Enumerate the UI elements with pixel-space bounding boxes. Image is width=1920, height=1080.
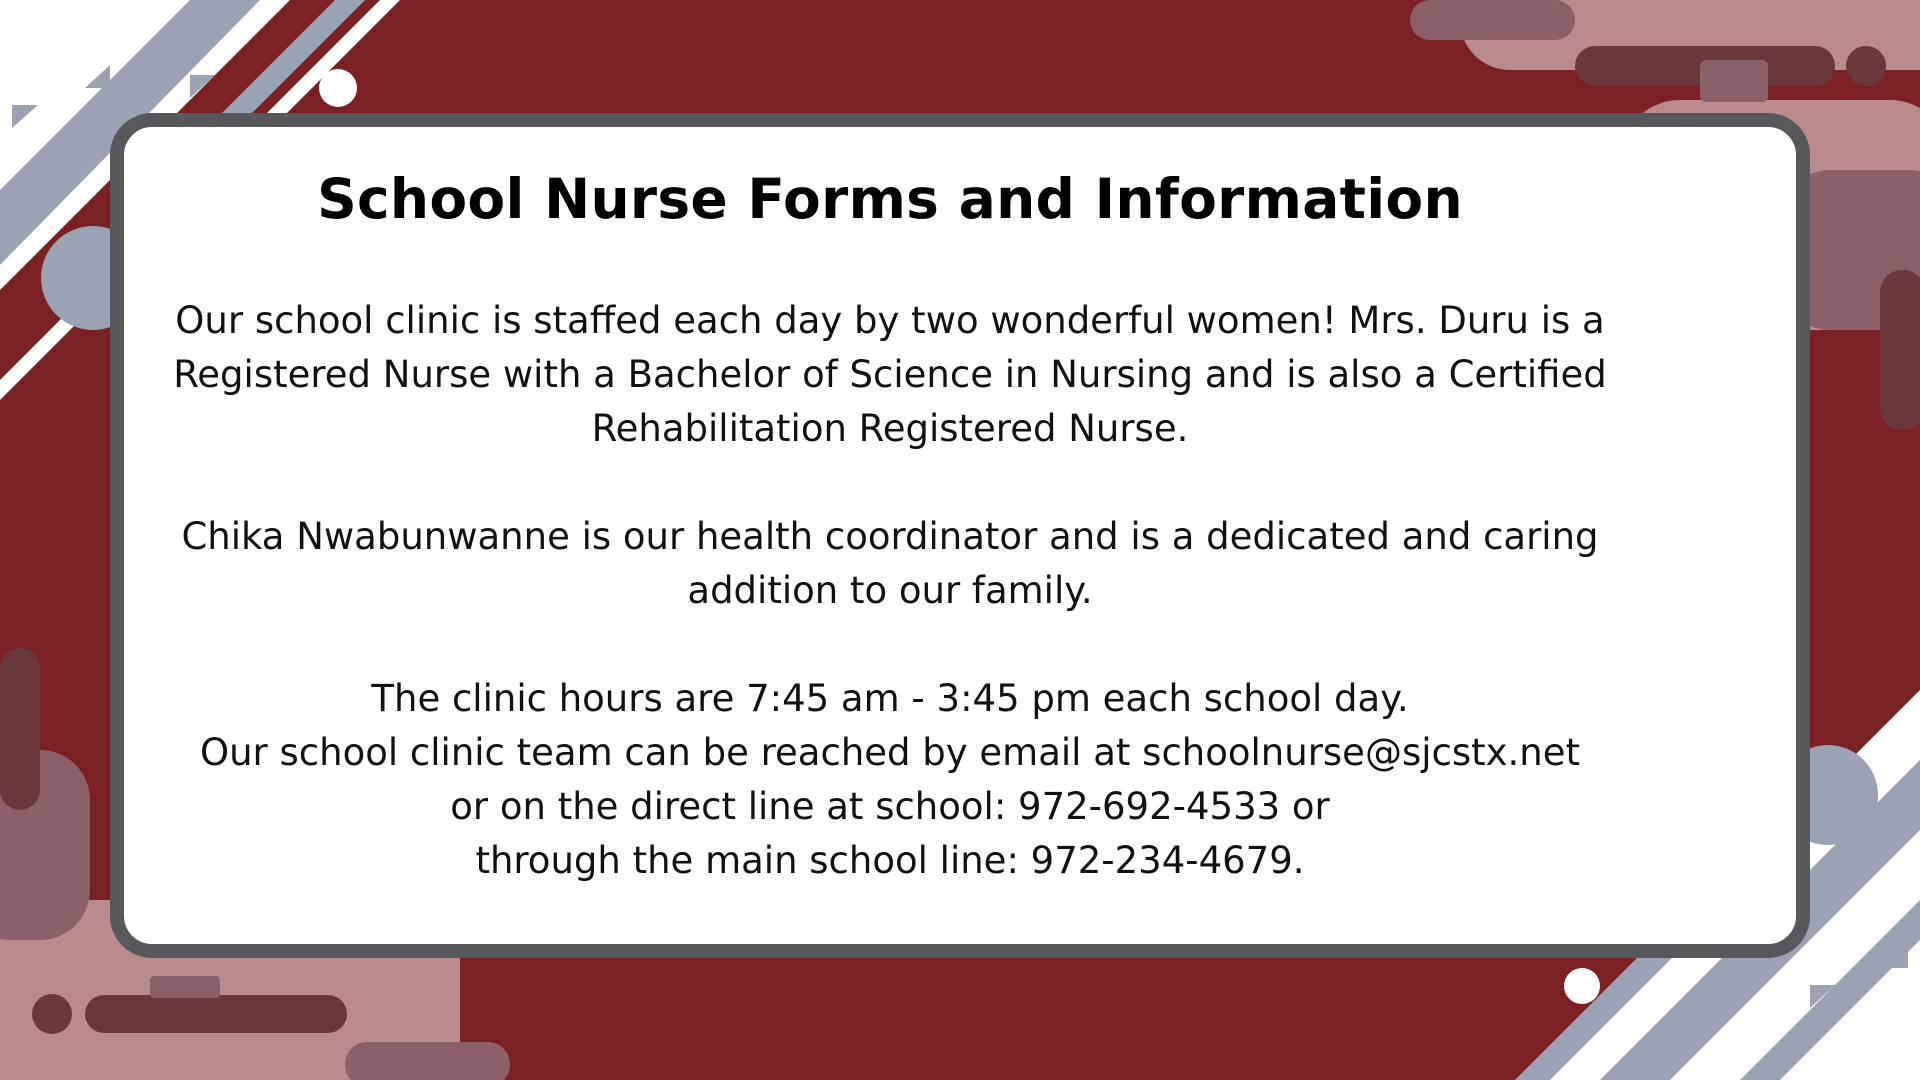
dark-pill-right-vertical xyxy=(1880,270,1920,430)
email-line: Our school clinic team can be reached by email at schoolnurse@sjcstx.net xyxy=(199,731,1581,774)
dark-dot-bottom-left xyxy=(32,994,72,1034)
white-dot-bottom xyxy=(1564,968,1600,1004)
coordinator-paragraph xyxy=(54,510,1726,618)
nurse-line-2: Registered Nurse with a Bachelor of Science in Nursing and is also a Certified xyxy=(173,353,1607,396)
nurse-line-1: Our school clinic is staffed each day by two wonderful women! Mrs. Duru is a xyxy=(175,299,1605,342)
nurse-line-3: Rehabilitation Registered Nurse. xyxy=(591,407,1189,450)
clinic-hours-line: The clinic hours are 7:45 am - 3:45 pm each school day. xyxy=(371,677,1409,720)
info-card xyxy=(110,113,1810,958)
page-title: School Nurse Forms and Information xyxy=(317,167,1463,231)
info-body xyxy=(54,294,1726,888)
mauve-pill-bottom xyxy=(345,1042,510,1080)
nurse-paragraph xyxy=(54,294,1726,456)
mauve-tab-bottom xyxy=(150,976,220,998)
mauve-tab-top xyxy=(1700,60,1768,102)
direct-phone-line: or on the direct line at school: 972-692-4533 or xyxy=(450,785,1330,828)
white-dot-top xyxy=(319,69,357,107)
dark-dot-top-right xyxy=(1846,46,1886,86)
dark-pill-left-vertical xyxy=(0,648,40,810)
dark-pill-bottom xyxy=(85,995,347,1033)
contact-paragraph xyxy=(54,672,1726,888)
coordinator-line-1: Chika Nwabunwanne is our health coordinator and is a dedicated and caring xyxy=(181,515,1599,558)
main-phone-line: through the main school line: 972-234-4679. xyxy=(475,839,1305,882)
coordinator-line-2: addition to our family. xyxy=(687,569,1093,612)
mauve-pill-top xyxy=(1410,0,1575,40)
